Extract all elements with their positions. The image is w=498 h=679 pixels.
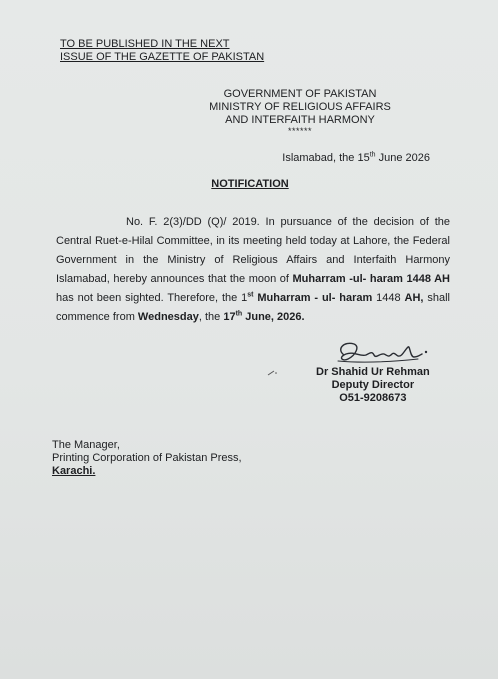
ink-mark [266,369,278,377]
start-date-rest: June, 2026. [242,311,305,323]
recipient-line-1: The Manager, [52,439,120,451]
notification-title: NOTIFICATION [211,178,289,190]
recipient-address [52,439,242,478]
ministry-header [0,88,498,136]
gazette-line-1: TO BE PUBLISHED IN THE NEXT [60,38,230,50]
start-date-sup: th [235,310,243,318]
gazette-publication-notice [60,38,264,64]
ah-label: AH, [404,292,424,304]
body-text-1: No. F. 2(3)/DD (Q)/ 2019. In pursuance of the decision of the Central Ruet-e-Hilal Committee, in its meeting held today at Lahore, the Federal Government in the Ministry of Religious Affairs and Interfaith Harmony Islamabad, hereby announces that the moon of [56,216,450,285]
first-sup: st [247,291,254,299]
header-stars: ****** [287,126,312,136]
date-sup: th [369,151,376,159]
header-line-2: MINISTRY OF RELIGIOUS AFFAIRS [209,101,391,113]
date-prefix: Islamabad, the 15 [282,152,370,164]
moon-month-name-2: Muharram - ul- haram [253,292,373,304]
recipient-line-2: Printing Corporation of Pakistan Press, [52,452,242,464]
place-date [282,150,430,167]
start-day: Wednesday [137,311,199,323]
header-line-1: GOVERNMENT OF PAKISTAN [223,88,377,100]
body-text-5: , the [198,311,224,323]
body-text-2: has not been sighted. Therefore, the 1 [56,292,248,304]
notification-body [56,213,450,327]
gazette-line-2: ISSUE OF THE GAZETTE OF PAKISTAN [60,51,265,63]
recipient-city: Karachi. [52,465,96,477]
body-text-4: shall commence from [56,292,450,323]
header-line-3: AND INTERFAITH HARMONY [225,114,375,126]
date-suffix: June 2026 [375,152,430,164]
start-date-day: 17 [223,311,236,323]
signatory-block [316,366,430,405]
body-text-3: 1448 [372,292,405,304]
signer-phone: O51-9208673 [339,392,407,404]
handwritten-signature [330,335,440,369]
moon-month-name: Muharram -ul- haram 1448 AH [292,273,450,285]
signer-designation: Deputy Director [331,379,415,391]
signer-name: Dr Shahid Ur Rehman [316,366,430,378]
